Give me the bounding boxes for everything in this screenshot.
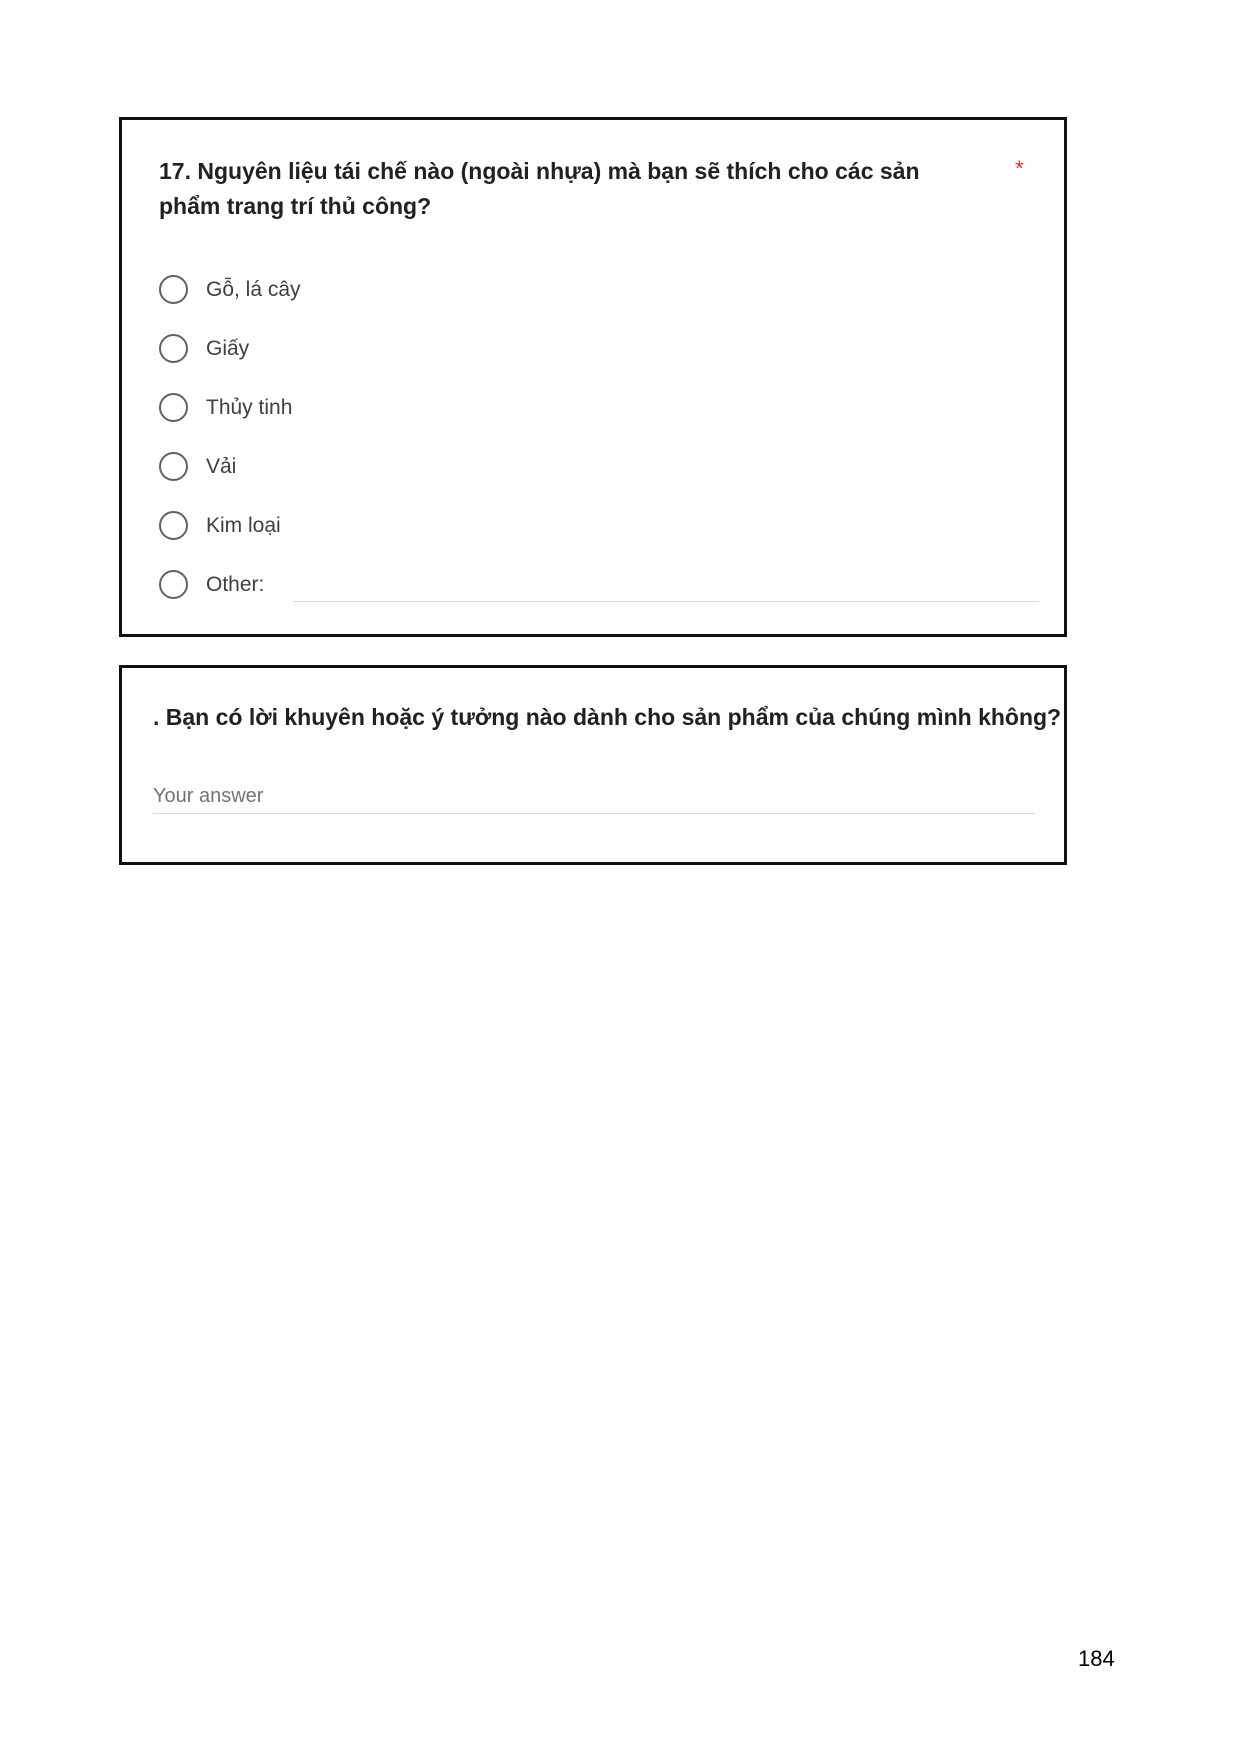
radio-option-go-la-cay[interactable] <box>159 260 1039 319</box>
option-label: Kim loại <box>206 513 281 537</box>
option-label: Giấy <box>206 336 250 360</box>
question-card-17 <box>119 117 1067 637</box>
option-label: Thủy tinh <box>206 395 293 419</box>
radio-button-icon[interactable] <box>159 393 188 422</box>
radio-button-icon[interactable] <box>159 452 188 481</box>
question-title: 17. Nguyên liệu tái chế nào (ngoài nhựa) mà bạn sẽ thích cho các sản phẩm trang trí thủ công? <box>159 158 920 219</box>
radio-option-thuy-tinh[interactable] <box>159 378 1039 437</box>
question-title: . Bạn có lời khuyên hoặc ý tưởng nào dành cho sản phẩm của chúng mình không? <box>153 704 1062 730</box>
other-text-input[interactable] <box>293 569 1039 602</box>
required-marker: * <box>1015 156 1024 181</box>
radio-button-icon[interactable] <box>159 275 188 304</box>
radio-button-icon[interactable] <box>159 334 188 363</box>
radio-button-icon[interactable] <box>159 511 188 540</box>
option-label: Other: <box>206 572 265 596</box>
page-number: 184 <box>1078 1646 1115 1671</box>
radio-option-vai[interactable] <box>159 437 1039 496</box>
radio-option-other[interactable] <box>159 555 1039 614</box>
radio-option-kim-loai[interactable] <box>159 496 1039 555</box>
radio-group <box>159 260 1039 614</box>
radio-button-icon[interactable] <box>159 570 188 599</box>
question-card-18 <box>119 665 1067 865</box>
answer-input[interactable] <box>153 780 1035 814</box>
option-label: Vải <box>206 454 237 478</box>
option-label: Gỗ, lá cây <box>206 277 301 301</box>
radio-option-giay[interactable] <box>159 319 1039 378</box>
